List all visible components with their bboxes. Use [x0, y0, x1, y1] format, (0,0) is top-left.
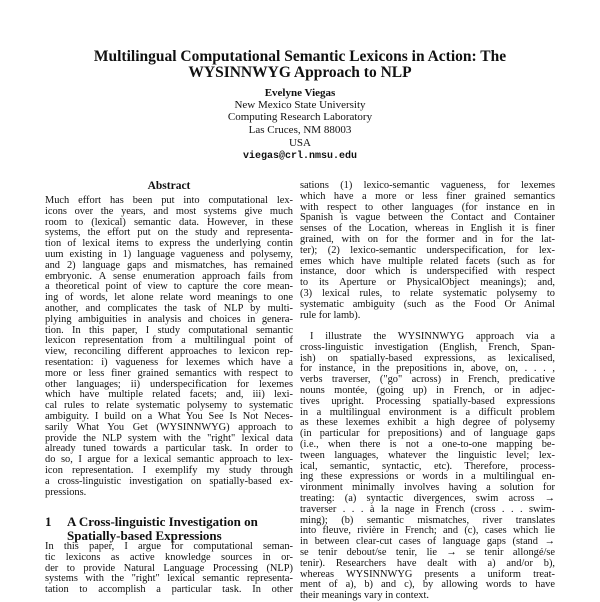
section-1-heading	[45, 515, 295, 542]
text-line: whereas WYSINNWYG presents a uniform treat-	[300, 568, 555, 580]
text-line: tween languages, whatever the linguistic level; lex-	[300, 449, 555, 461]
text-line: ter); (2) lexico-semantic underspecification, for lex-	[300, 244, 555, 256]
text-line: systems, the effort put on the study and representa-	[45, 227, 293, 239]
text-line: sations (1) lexico-semantic vagueness, for lexemes	[300, 180, 555, 191]
text-line: icons over the years, and most systems give much	[45, 205, 293, 217]
text-line: as these lexemes exhibit a high degree of polysemy	[300, 417, 555, 429]
text-line: tion. In this paper, I study computational semantic	[45, 324, 293, 336]
right-column-paragraph-1	[300, 181, 555, 321]
text-line: nouns montée, (going up) in French, or in adjec-	[300, 384, 555, 396]
text-line: ical, semantic, syntactic, etc). Therefore, process-	[300, 460, 555, 472]
text-line: systems with the "right" lexical semantic representa-	[45, 573, 293, 585]
text-line: do so, I argue for a lexical semantic approach to lex-	[45, 454, 293, 466]
text-line: for instance, in the prepositions in, above, on, . . . ,	[300, 363, 555, 375]
text-line: (in particular for prepositions) and of language gaps	[300, 428, 555, 440]
text-line: systematic ambiguity (such as the Food Or Animal	[300, 298, 555, 310]
text-line: in between clear-cut cases of language gaps (stand →	[300, 536, 555, 548]
author-affiliation-lab: Computing Research Laboratory	[227, 111, 373, 123]
text-line: cal rules to relate systematic polysemy to systematic	[45, 400, 293, 412]
section-number: 1	[45, 514, 52, 529]
author-email: viegas@crl.nmsu.edu	[242, 151, 358, 162]
text-line: tenir). Researchers have dealt with a) and/or b),	[300, 557, 555, 569]
text-line: icon representation. I exemplify my study through	[45, 464, 293, 476]
text-line: ing of words, let alone relate word meanings to one	[45, 292, 293, 304]
text-line: ish) on spatially-based expressions, as lexicalised,	[300, 352, 555, 364]
text-line: room to (lexical) semantic data. However, in these	[45, 216, 293, 228]
text-line: der to provide Natural Language Processing (NLP)	[45, 562, 293, 574]
section-title-line-1: A Cross-linguistic Investigation on	[67, 514, 258, 529]
text-line: I illustrate the WYSINNWYG approach via a	[310, 331, 555, 342]
text-line: to its Aperture or PhysicalObject meanings); and,	[300, 277, 555, 289]
text-line: into fleuve, rivière in French; and (c), cases which lie	[300, 525, 555, 537]
text-line: uum existing in 1) language vagueness and polysemy,	[45, 248, 293, 260]
text-line: resentation: i) vagueness for lexemes which have a	[45, 356, 293, 368]
text-line: Much effort has been put into computational lex-	[45, 195, 293, 206]
text-line: which have multiple related facets; and, iii) lexi-	[45, 389, 293, 401]
text-line: embryonic. A sense enumeration approach fails from	[45, 270, 293, 282]
text-line: pressions.	[45, 486, 87, 498]
author-affiliation-university: New Mexico State University	[234, 99, 366, 111]
text-line: In this paper, I argue for computational seman-	[45, 541, 293, 552]
text-line: traverser . . . à la nage in French (cross . . . swim-	[300, 503, 555, 515]
text-line: rule for lamb).	[300, 309, 361, 321]
text-line: tion of lexical items to express the underlying contin	[45, 238, 293, 250]
text-line: instance, door which is underspecified with respect	[300, 266, 555, 278]
text-line: which have a more or less finer grained semantics	[300, 190, 555, 202]
text-line: lexicon representation from a multilingual point of	[45, 335, 293, 347]
author-name: Evelyne Viegas	[264, 87, 336, 99]
text-line: (i.e., when there is not a one-to-one mapping be-	[300, 438, 555, 450]
text-line: tives upright. Processing spatially-based expressions	[300, 395, 555, 407]
text-line: ambiguity. I build on a What You See Is Not Neces-	[45, 410, 293, 422]
text-line: their meanings vary in context.	[300, 590, 429, 602]
text-line: plying ambiguities in analysis and choices in genera-	[45, 313, 293, 325]
text-line: and 2) language gaps and mismatches, has remained	[45, 259, 293, 271]
text-line: in a multilingual environment is a difficult problem	[300, 406, 555, 418]
text-line: ming); (b) semantic mismatches, river translates	[300, 514, 555, 526]
text-line: treating: (a) syntactic divergences, swim across →	[300, 492, 555, 504]
paper-title-line-1: Multilingual Computational Semantic Lexicons in Action: The	[93, 48, 507, 65]
text-line: Spanish is vague between the Contact and Container	[300, 212, 555, 224]
section-1-body	[45, 542, 293, 596]
text-line: tation to accomplish a particular task. In other	[45, 584, 293, 596]
text-line: a theoretical point of view to capture the core mean-	[45, 281, 293, 293]
author-affiliation-country: USA	[288, 137, 311, 149]
text-line: another, and complicates the task of NLP by multi-	[45, 302, 293, 314]
paper-title-line-2: WYSINNWYG Approach to NLP	[188, 64, 412, 81]
text-line: verbs traverser, ("go" across) in French, predicative	[300, 374, 555, 386]
text-line: vironment minimally involves having a solution for	[300, 482, 555, 494]
text-line: grained, with on for the former and in for the lat-	[300, 233, 555, 245]
text-line: more or less finer grained semantics with respect to	[45, 367, 293, 379]
abstract-body	[45, 196, 293, 498]
author-affiliation-city: Las Cruces, NM 88003	[248, 124, 352, 136]
text-line: (3) lexical rules, to relate systematic polysemy to	[300, 287, 555, 299]
section-title-line-2: Spatially-based Expressions	[67, 527, 222, 543]
text-line: ment of a), b) and c), by allowing words to have	[300, 579, 555, 591]
right-column-paragraph-2	[300, 332, 555, 602]
text-line: cross-linguistic investigation (English, French, Span-	[300, 341, 555, 353]
text-line: sarily What You Get (WYSINNWYG) approach to	[45, 421, 293, 433]
text-line: already tuned towards a particular task. In order to	[45, 443, 293, 455]
abstract-heading: Abstract	[147, 180, 191, 192]
text-line: a cross-linguistic investigation on spatially-based ex-	[45, 475, 293, 487]
text-line: provide the NLP system with the "right" lexical data	[45, 432, 293, 444]
text-line: emes which have multiple related facets (such as for	[300, 255, 555, 267]
text-line: view, reconciling different approaches to lexicon rep-	[45, 346, 293, 358]
text-line: senses of the Location, whereas in English it is finer	[300, 223, 555, 235]
text-line: tic lexicons as active knowledge sources in or-	[45, 551, 293, 563]
text-line: ing these expressions or words in a multilingual en-	[300, 471, 555, 483]
text-line: other languages; ii) underspecification for lexemes	[45, 378, 293, 390]
text-line: se tenir debout/se tenir, lie → se tenir allongé/se	[300, 546, 555, 558]
text-line: with respect to other languages (for instance en in	[300, 201, 555, 213]
